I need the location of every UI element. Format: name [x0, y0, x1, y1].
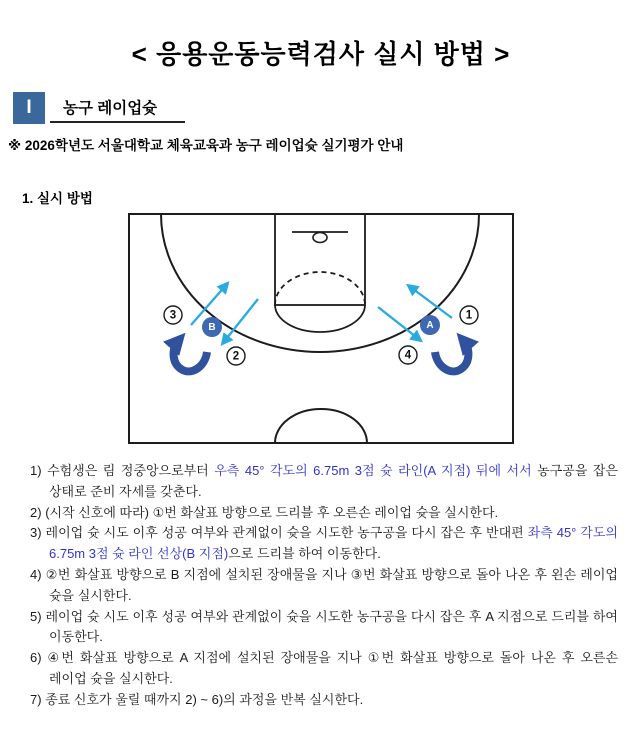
step-item: [30, 523, 618, 565]
waypoint-3: [164, 306, 182, 324]
step-text: 레이업 슛 시도 이후 성공 여부와 관계없이 슛을 시도한 농구공을 다시 잡은 후 반대편: [45, 525, 528, 541]
svg-text:A: A: [426, 320, 434, 331]
waypoint-4: [399, 346, 417, 364]
step-text: ②번 화살표 방향으로 B 지점에 설치된 장애물을 지나 ③번 화살표 방향으로 돌아 나온 후 왼손 레이업 슛을 실시한다.: [45, 566, 618, 603]
svg-text:4: 4: [404, 349, 412, 362]
section-title: 농구 레이업슛: [50, 96, 185, 123]
step-item: [30, 607, 618, 649]
svg-text:3: 3: [169, 309, 177, 322]
section-index-badge: I: [13, 92, 45, 124]
free-throw-circle-top: [275, 272, 365, 305]
free-throw-circle-bottom: [275, 305, 365, 332]
step-text: (시작 신호에 따라) ①번 화살표 방향으로 드리블 후 오른손 레이업 슛을 실시한다.: [45, 504, 499, 520]
key-area: [275, 214, 365, 305]
step-text: ④번 화살표 방향으로 A 지점에 설치된 장애물을 지나 ①번 화살표 방향으로 돌아 나온 후 오른손 레이업 슛을 실시한다.: [47, 650, 618, 686]
marker-a: [420, 315, 440, 335]
step-text: 종료 신호가 울릴 때까지 2) ~ 6)의 과정을 반복 실시한다.: [45, 691, 364, 707]
drive-arrow-left-down: [223, 299, 258, 343]
svg-text:B: B: [208, 322, 216, 333]
step-text-highlight: 우측 45° 각도의 6.75m 3점 슛 라인(A 지점) 뒤에 서서: [214, 463, 532, 478]
waypoint-2: [227, 347, 245, 365]
step-number: 1): [30, 463, 42, 478]
center-circle: [275, 409, 367, 443]
drive-arrow-right-down: [378, 307, 420, 340]
marker-b: [202, 317, 222, 337]
turn-arrow-left: [174, 340, 207, 371]
waypoint-1: [460, 306, 478, 324]
rim: [313, 233, 327, 243]
page-title: < 응용운동능력검사 실시 방법 >: [131, 39, 511, 69]
court-diagram: [128, 213, 514, 444]
step-number: 2): [30, 504, 42, 520]
step-number: 7): [30, 691, 42, 707]
step-item: [30, 503, 618, 524]
subheading: 1. 실시 방법: [22, 191, 93, 206]
step-number: 5): [30, 608, 42, 624]
step-item: [30, 648, 618, 690]
step-item: [30, 565, 618, 607]
step-text: 으로 드리블 하여 이동한다.: [228, 546, 381, 562]
court-diagram-svg: [128, 213, 514, 444]
step-text: 레이업 슛 시도 이후 성공 여부와 관계없이 슛을 시도한 농구공을 다시 잡은 후 A 지점으로 드리블 하여 이동한다.: [45, 608, 618, 645]
note-line: ※ 2026학년도 서울대학교 체육교육과 농구 레이업슛 실기평가 안내: [8, 138, 404, 153]
svg-text:1: 1: [465, 309, 473, 322]
step-text: 수험생은 림 정중앙으로부터: [47, 463, 215, 478]
step-number: 6): [30, 650, 42, 666]
step-text: 농구공을 잡은 상태로 준비 자세를 갖춘다.: [49, 463, 618, 499]
turn-arrow-right: [435, 340, 468, 371]
svg-text:2: 2: [232, 350, 240, 363]
step-number: 4): [30, 566, 42, 582]
step-item: [30, 461, 618, 503]
step-number: 3): [30, 525, 42, 541]
step-item: [30, 690, 618, 711]
step-text-highlight: 좌측 45° 각도의 6.75m 3점 슛 라인 선상(B 지점): [49, 525, 618, 562]
steps-list: [30, 461, 618, 711]
